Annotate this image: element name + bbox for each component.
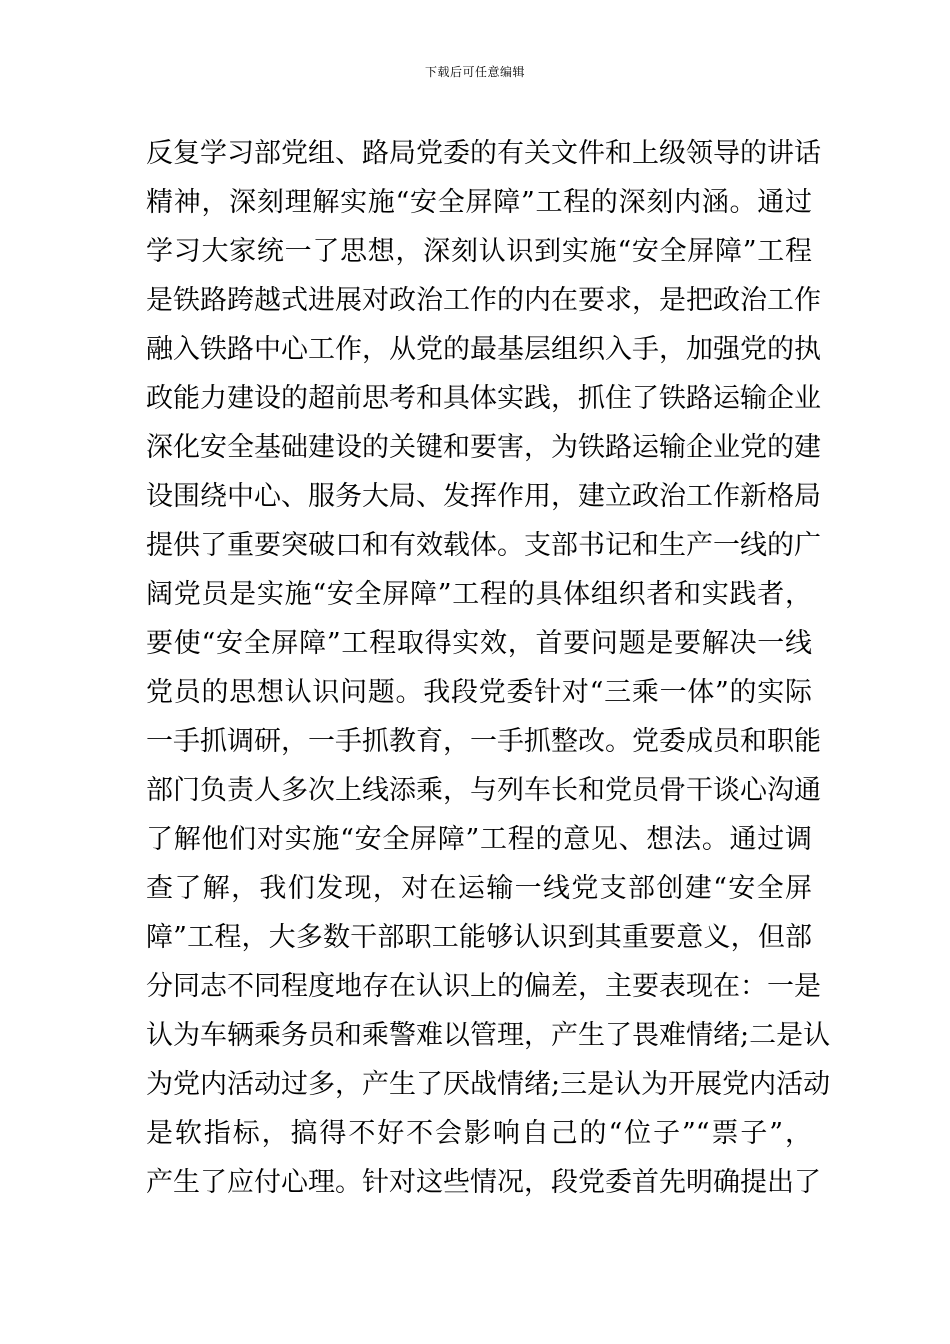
text-line: 党员的思想认识问题。我段党委针对“三乘一体”的实际 bbox=[146, 677, 812, 708]
text-line: 融入铁路中心工作，从党的最基层组织入手，加强党的执 bbox=[146, 334, 821, 365]
text-line: 查了解，我们发现，对在运输一线党支部创建“安全屏 bbox=[146, 873, 812, 904]
text-line: 为党内活动过多，产生了厌战情绪;三是认为开展党内活动 bbox=[146, 1069, 831, 1100]
page-header: 下载后可任意编辑 bbox=[424, 65, 525, 79]
text-line: 要使“安全屏障”工程取得实效，首要问题是要解决一线 bbox=[146, 628, 812, 659]
text-line: 分同志不同程度地存在认识上的偏差，主要表现在：一是 bbox=[146, 971, 821, 1002]
text-line: 学习大家统一了思想，深刻认识到实施“安全屏障”工程 bbox=[146, 236, 812, 267]
document-body bbox=[146, 129, 831, 1207]
text-line: 反复学习部党组、路局党委的有关文件和上级领导的讲话 bbox=[146, 138, 821, 169]
text-line: 精神，深刻理解实施“安全屏障”工程的深刻内涵。通过 bbox=[146, 187, 812, 218]
text-line: 一手抓调研，一手抓教育，一手抓整改。党委成员和职能 bbox=[146, 726, 821, 757]
text-line: 政能力建设的超前思考和具体实践，抓住了铁路运输企业 bbox=[146, 383, 821, 414]
text-line: 深化安全基础建设的关键和要害，为铁路运输企业党的建 bbox=[146, 432, 821, 463]
text-line: 阔党员是实施“安全屏障”工程的具体组织者和实践者， bbox=[146, 579, 812, 610]
text-line: 部门负责人多次上线添乘，与列车长和党员骨干谈心沟通 bbox=[146, 775, 821, 806]
text-line: 认为车辆乘务员和乘警难以管理，产生了畏难情绪;二是认 bbox=[146, 1020, 831, 1051]
text-line: 设围绕中心、服务大局、发挥作用，建立政治工作新格局 bbox=[146, 481, 821, 512]
text-line: 是软指标，搞得不好不会影响自己的“位子”“票子”， bbox=[146, 1118, 812, 1149]
text-line: 障”工程，大多数干部职工能够认识到其重要意义，但部 bbox=[146, 922, 812, 953]
text-line: 产生了应付心理。针对这些情况，段党委首先明确提出了 bbox=[146, 1167, 821, 1198]
text-line: 是铁路跨越式进展对政治工作的内在要求，是把政治工作 bbox=[146, 285, 821, 316]
text-line: 了解他们对实施“安全屏障”工程的意见、想法。通过调 bbox=[146, 824, 812, 855]
text-line: 提供了重要突破口和有效载体。支部书记和生产一线的广 bbox=[146, 530, 821, 561]
